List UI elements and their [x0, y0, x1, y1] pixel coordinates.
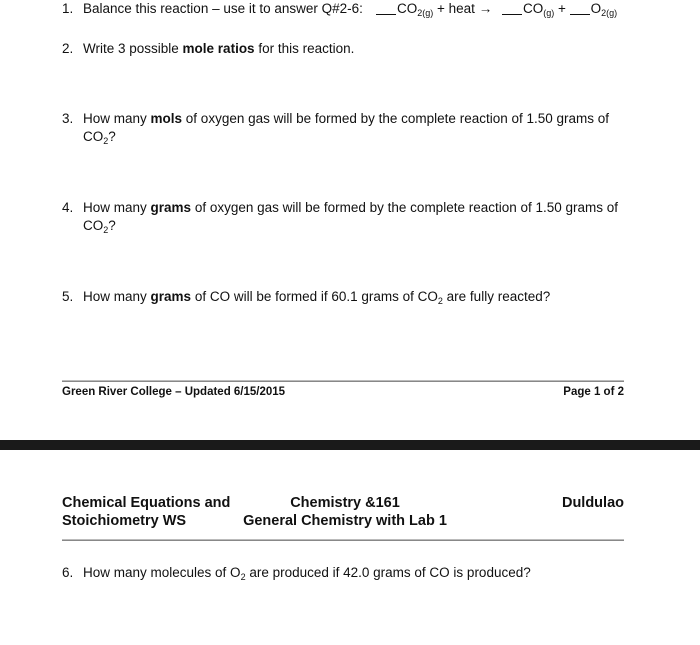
question-text: Write 3 possible mole ratios for this reaction. — [83, 41, 355, 56]
header-divider — [62, 539, 624, 541]
question-number: 4. — [62, 200, 74, 215]
question-number: 5. — [62, 289, 74, 304]
coefficient-blank[interactable] — [502, 2, 522, 15]
plus-sign: + — [554, 1, 570, 16]
question-number: 1. — [62, 1, 74, 16]
question-text: How many grams of oxygen gas will be formed by the complete reaction of 1.50 grams of $CO_2$? — [83, 200, 619, 235]
formula-co: CO — [522, 1, 544, 16]
question-text: How many mols of oxygen gas will be formed by the complete reaction of 1.50 grams of $CO_2$? — [83, 111, 610, 146]
question-number: 2. — [62, 41, 74, 56]
emphasis: mole ratios — [182, 41, 255, 56]
emphasis: grams — [150, 200, 192, 215]
footer-divider — [62, 380, 624, 382]
question-number: 3. — [62, 111, 74, 126]
formula-o2: O — [590, 1, 602, 16]
header-title: Chemical Equations and Stoichiometry WS — [62, 495, 231, 529]
footer-left: Green River College – Updated 6/15/2015 — [62, 386, 286, 398]
coefficient-blank[interactable] — [570, 2, 590, 15]
formula-subscript: (g) — [543, 8, 555, 18]
formula-subscript: 2(g) — [417, 8, 434, 18]
footer-page-number: Page 1 of 2 — [563, 386, 624, 398]
emphasis: grams — [150, 289, 192, 304]
formula-subscript: 2(g) — [601, 8, 618, 18]
header-instructor: Duldulao — [561, 495, 624, 511]
emphasis: mols — [150, 111, 183, 126]
header-course: Chemistry &161 General Chemistry with Lab 1 — [243, 495, 447, 529]
question-number: 6. — [62, 565, 74, 580]
page-break — [0, 440, 700, 450]
formula-co2: CO — [397, 1, 418, 16]
plus-heat: + heat — [433, 1, 479, 16]
question-text: How many grams of CO will be formed if 60.1 grams of $CO_2$ are fully reacted? — [83, 289, 551, 306]
question-text: How many molecules of $O_2$ are produced if 42.0 grams of CO is produced? — [83, 565, 531, 582]
reaction-equation — [376, 1, 617, 16]
question-text: Balance this reaction – use it to answer Q#2-6: — [83, 1, 363, 16]
coefficient-blank[interactable] — [376, 2, 396, 15]
arrow-icon: → — [478, 1, 493, 16]
